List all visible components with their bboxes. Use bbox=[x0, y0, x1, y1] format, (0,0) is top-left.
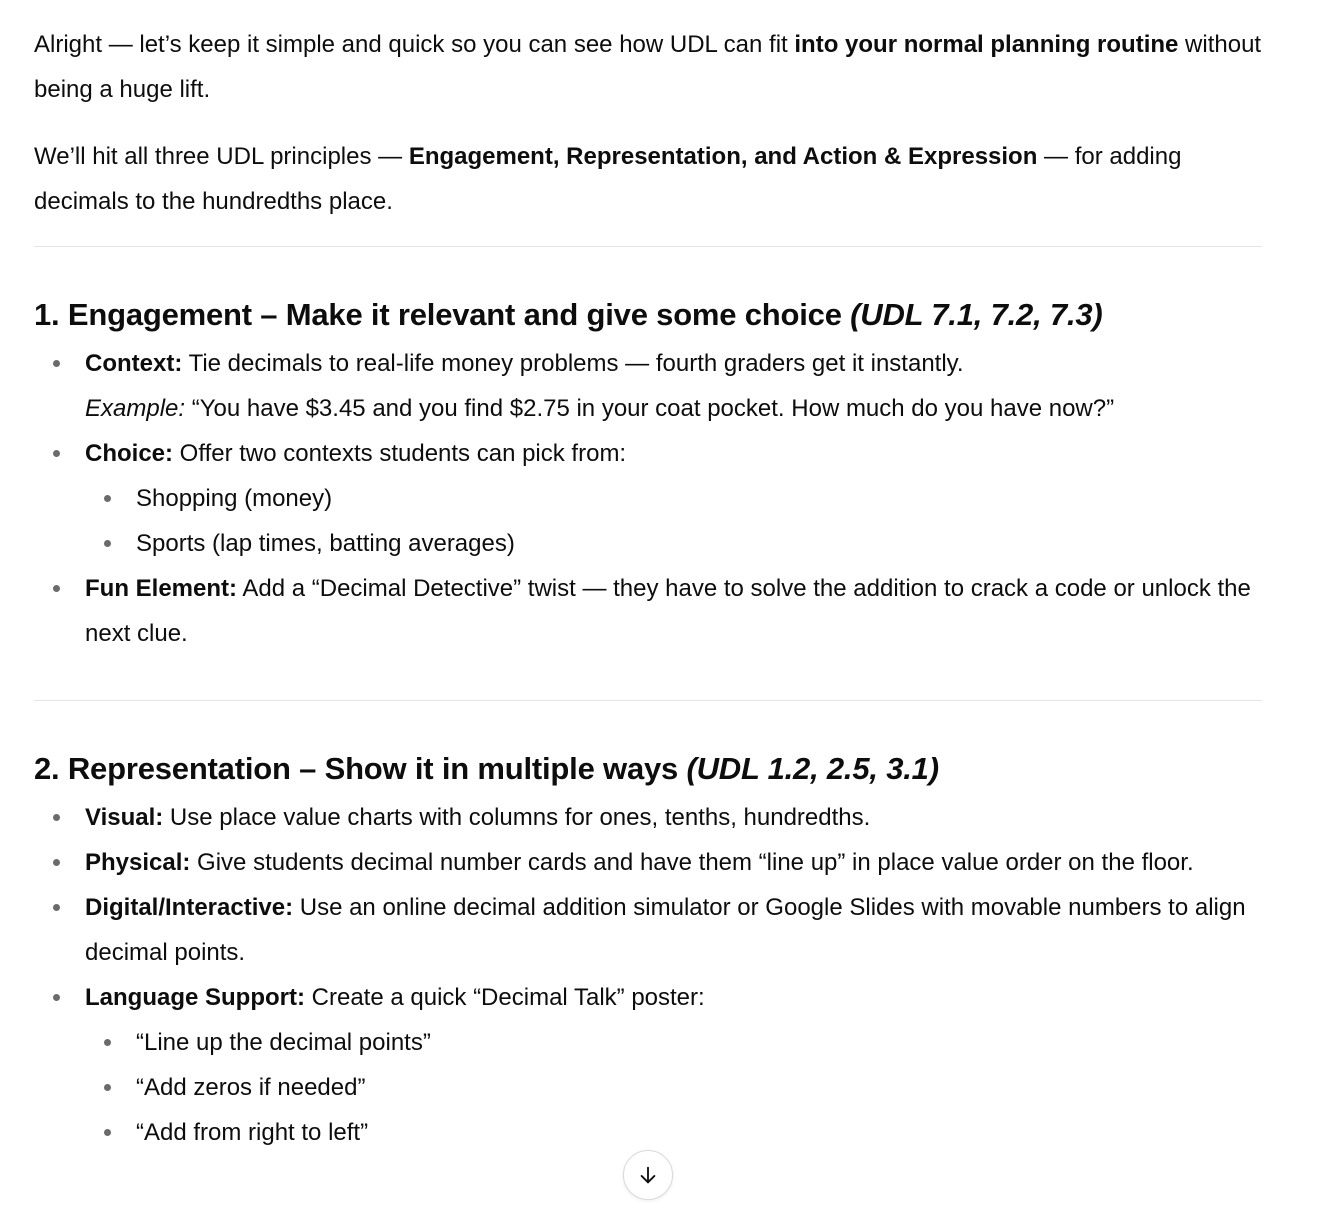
language-support-sublist bbox=[85, 1020, 1262, 1155]
intro-text-end: — for adding decimals to the hundredths place. bbox=[34, 143, 1182, 215]
choice-sublist bbox=[85, 476, 1262, 566]
sublist-item: “Line up the decimal points” bbox=[85, 1020, 1262, 1065]
item-text: Give students decimal number cards and have them “line up” in place value order on the floor. bbox=[190, 849, 1194, 876]
divider bbox=[34, 700, 1262, 701]
list-item bbox=[34, 975, 1262, 1155]
sublist-item: “Add from right to left” bbox=[85, 1110, 1262, 1155]
item-label: Digital/Interactive: bbox=[85, 894, 294, 921]
list-item bbox=[34, 341, 1262, 431]
heading-text: 2. Representation – Show it in multiple ways bbox=[34, 751, 687, 786]
chat-message bbox=[34, 22, 1262, 1155]
intro-text-end: without being a huge lift. bbox=[34, 31, 1262, 103]
item-label: Fun Element: bbox=[85, 575, 238, 602]
item-label: Context: bbox=[85, 350, 183, 377]
item-text: Tie decimals to real-life money problems — fourth graders get it instantly. bbox=[182, 350, 964, 377]
example-line bbox=[85, 386, 1262, 431]
list-item bbox=[34, 566, 1262, 656]
item-text: Offer two contexts students can pick from: bbox=[173, 440, 627, 467]
sublist-item: Shopping (money) bbox=[85, 476, 1262, 521]
heading-text: 1. Engagement – Make it relevant and give some choice bbox=[34, 297, 851, 332]
item-text: Use place value charts with columns for ones, tenths, hundredths. bbox=[163, 804, 871, 831]
section-heading-representation bbox=[34, 743, 1262, 795]
principles-bold-text: Engagement, Representation, and Action & Expression bbox=[408, 143, 1038, 170]
example-text: “You have $3.45 and you find $2.75 in your coat pocket. How much do you have now?” bbox=[185, 395, 1115, 422]
list-item bbox=[34, 431, 1262, 566]
list-item bbox=[34, 795, 1262, 840]
item-text: Create a quick “Decimal Talk” poster: bbox=[304, 984, 705, 1011]
item-label: Physical: bbox=[85, 849, 191, 876]
intro-paragraph-2 bbox=[34, 134, 1262, 224]
example-label: Example: bbox=[85, 395, 186, 422]
list-item bbox=[34, 885, 1262, 975]
arrow-down-icon bbox=[637, 1164, 659, 1186]
intro-paragraph-1 bbox=[34, 22, 1262, 112]
item-label: Choice: bbox=[85, 440, 174, 467]
divider bbox=[34, 246, 1262, 247]
intro-bold-text: into your normal planning routine bbox=[794, 31, 1179, 58]
item-label: Visual: bbox=[85, 804, 164, 831]
engagement-list bbox=[34, 341, 1262, 656]
sublist-item: Sports (lap times, batting averages) bbox=[85, 521, 1262, 566]
item-text: Use an online decimal addition simulator or Google Slides with movable numbers to align decimal points. bbox=[85, 894, 1246, 966]
udl-reference: (UDL 7.1, 7.2, 7.3) bbox=[850, 297, 1103, 332]
item-label: Language Support: bbox=[85, 984, 305, 1011]
list-item bbox=[34, 840, 1262, 885]
representation-list bbox=[34, 795, 1262, 1155]
scroll-to-bottom-button[interactable] bbox=[623, 1150, 673, 1200]
section-heading-engagement bbox=[34, 289, 1262, 341]
sublist-item: “Add zeros if needed” bbox=[85, 1065, 1262, 1110]
udl-reference: (UDL 1.2, 2.5, 3.1) bbox=[686, 751, 939, 786]
intro-text: Alright — let’s keep it simple and quick so you can see how UDL can fit bbox=[34, 31, 795, 58]
item-text: Add a “Decimal Detective” twist — they have to solve the addition to crack a code or unlock the next clue. bbox=[85, 575, 1251, 647]
intro-text: We’ll hit all three UDL principles — bbox=[34, 143, 409, 170]
